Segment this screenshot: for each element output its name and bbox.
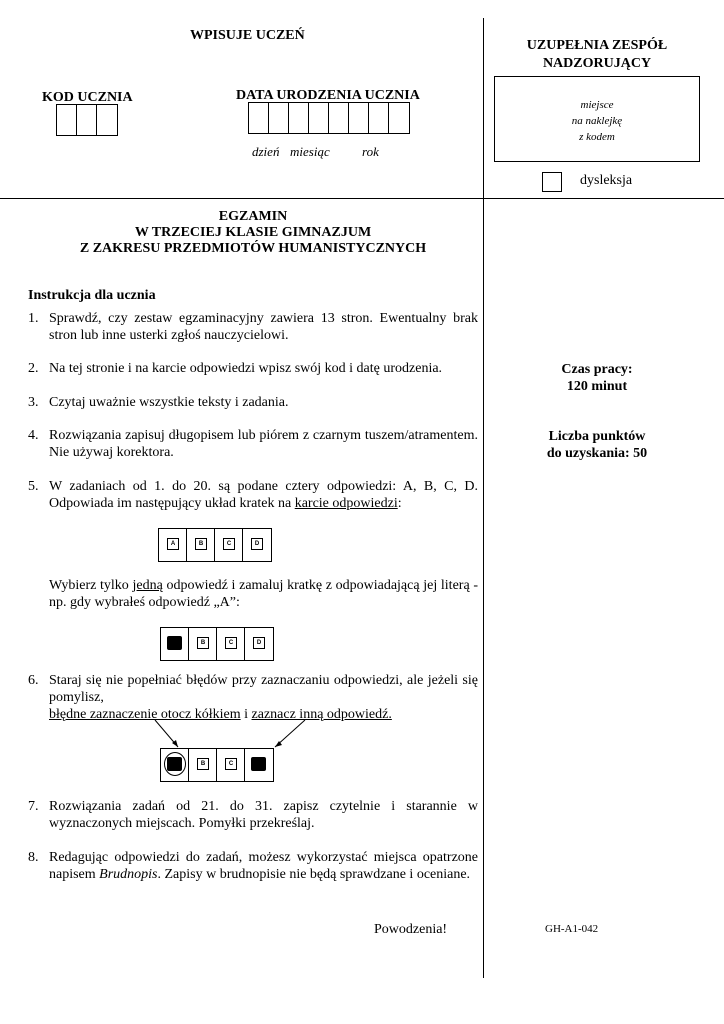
box-b: B: [195, 538, 207, 550]
instruction-5: 5. W zadaniach od 1. do 20. są podane cztery odpowiedzi: A, B, C, D. Odpowiada im następujący układ kratek na karcie odpowiedzi:: [28, 479, 478, 511]
student-fills-heading: WPISUJE UCZEŃ: [190, 28, 305, 43]
box-d: D: [251, 538, 263, 550]
instruction-4: 4. Rozwiązania zapisuj długopisem lub piórem z czarnym tuszem/atramentem. Nie używaj korektora.: [28, 428, 478, 460]
year-label: rok: [362, 144, 379, 159]
month-label: miesiąc: [290, 144, 330, 159]
instruction-8: 8. Redagując odpowiedzi do zadań, możesz wykorzystać miejsca opatrzone napisem Brudnopis. Zapisy w brudnopisie nie będą sprawdzane i oceniane.: [28, 850, 478, 882]
student-code-label: KOD UCZNIA: [42, 90, 133, 105]
instruction-1: 1. Sprawdź, czy zestaw egzaminacyjny zawiera 13 stron. Ewentualny brak stron lub inne usterki zgłoś nauczycielowi.: [28, 311, 478, 343]
box-c: C: [225, 758, 237, 770]
box-c: C: [225, 637, 237, 649]
filled-answer-example: [160, 627, 274, 661]
exam-code: GH-A1-042: [545, 923, 599, 935]
good-luck: Powodzenia!: [374, 922, 448, 937]
box-d-filled: [251, 757, 266, 771]
dyslexia-checkbox[interactable]: [542, 172, 562, 192]
instruction-3: 3. Czytaj uważnie wszystkie teksty i zadania.: [28, 395, 289, 410]
box-c: C: [223, 538, 235, 550]
exam-title: EGZAMIN W TRZECIEJ KLASIE GIMNAZJUM Z ZAKRESU PRZEDMIOTÓW HUMANISTYCZNYCH: [79, 209, 427, 256]
box-d: D: [253, 637, 265, 649]
instruction-2: 2. Na tej stronie i na karcie odpowiedzi wpisz swój kod i datę urodzenia.: [28, 361, 443, 376]
team-fills-heading: UZUPEŁNIA ZESPÓŁ NADZORUJĄCY: [526, 38, 668, 71]
instructions-heading: Instrukcja dla ucznia: [28, 288, 156, 303]
time-info: Czas pracy: 120 minut: [561, 362, 633, 394]
vertical-divider: [483, 18, 484, 978]
box-b: B: [197, 758, 209, 770]
answer-grid-example: [158, 528, 272, 562]
points-info: Liczba punktów do uzyskania: 50: [546, 429, 648, 461]
birth-date-label: DATA URODZENIA UCZNIA: [236, 88, 420, 103]
correction-example: [160, 748, 274, 782]
box-a: A: [167, 538, 179, 550]
box-b: B: [197, 637, 209, 649]
dyslexia-label: dysleksja: [580, 173, 633, 188]
day-label: dzień: [252, 144, 280, 159]
instruction-5-choose: Wybierz tylko jedną odpowiedź i zamaluj kratkę z odpowiadającą jej literą - np. gdy wybrałeś odpowiedź „A”:: [49, 578, 478, 610]
box-a-filled: [167, 757, 182, 771]
birth-date-boxes[interactable]: [248, 102, 410, 134]
student-code-boxes[interactable]: [56, 104, 118, 136]
instruction-7: 7. Rozwiązania zadań od 21. do 31. zapisz czytelnie i starannie w wyznaczonych miejscach. Pomyłki przekreślaj.: [28, 799, 478, 831]
instruction-6: 6. Staraj się nie popełniać błędów przy zaznaczaniu odpowiedzi, ale jeżeli się pomylisz, błędne zaznaczenie otocz kółkiem i zaznacz inną odpowiedź.: [28, 673, 478, 722]
box-a-filled: [167, 636, 182, 650]
sticker-area: miejsce na naklejkę z kodem: [494, 76, 700, 162]
horizontal-divider: [0, 198, 724, 199]
